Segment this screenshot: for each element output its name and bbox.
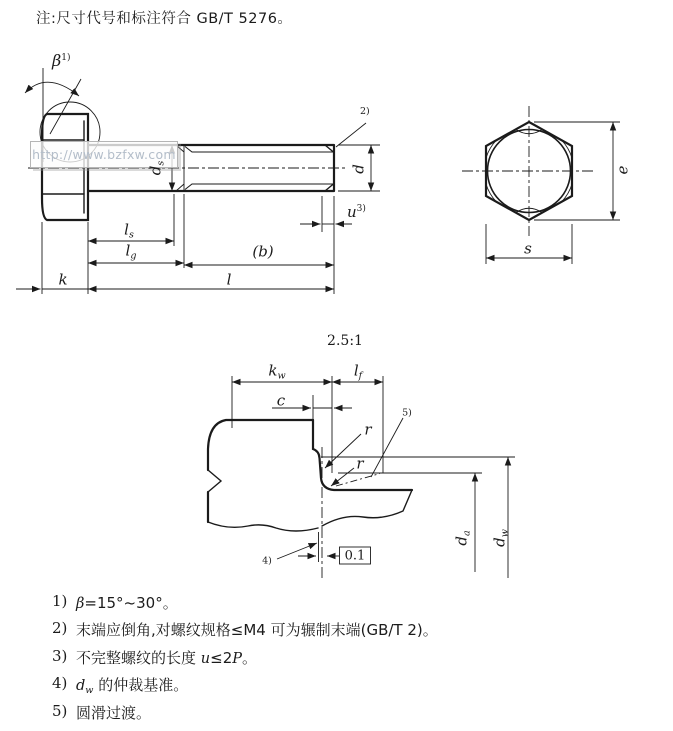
label-u [347,205,366,220]
label-beta-base: β [52,51,62,70]
label-beta-sup: 1) [61,53,71,63]
footnote-2-num: 2) [52,619,68,638]
label-b: (b) [252,242,274,261]
footnote-3-post: 。 [242,648,258,667]
footnotes [52,592,438,729]
main-view-lines [16,68,380,294]
footnote-3-pre: 不完整螺纹的长度 [76,648,201,667]
label-note4-ref: 4) [262,555,272,567]
footnote-2 [52,619,438,646]
label-da-sub: a [461,530,473,537]
footnote-1-post: =15°~30°。 [84,594,178,612]
label-ls-sub: s [128,229,134,241]
label-lg-base: l [125,241,131,260]
label-ls [124,222,134,240]
label-da [454,530,472,545]
label-dw-sub: w [499,529,511,538]
footnote-3-sym: u [200,650,211,667]
footnote-5-num: 5) [52,701,68,720]
label-e: e [613,165,632,175]
detail-scale-label: 2.5:1 [327,333,363,349]
label-beta [52,53,71,69]
label-r-2: r [356,454,364,473]
label-lg-sub: g [130,250,137,262]
label-r-1: r [364,420,372,439]
label-ds-sub: s [155,160,167,166]
label-dw [492,529,510,547]
top-note: 注:尺寸代号和标注符合 GB/T 5276。 [36,11,293,27]
footnote-1-num: 1) [52,592,68,610]
label-lf [354,363,362,381]
label-s: s [524,239,532,258]
footnote-4-sym-base: d [76,678,86,695]
label-kw [268,363,285,381]
footnote-4-sym-sub: w [85,685,94,697]
label-lf-base: l [353,361,359,380]
footnote-1 [52,592,438,619]
footnote-4-num: 4) [52,674,68,693]
label-c: c [276,391,286,410]
end-view-lines [462,106,620,264]
label-ls-base: l [124,220,129,239]
label-da-base: d [452,536,471,546]
footnote-3-mid: ≤2 [210,648,233,667]
label-k: k [58,270,68,289]
label-ds [148,161,166,176]
label-ds-base: d [146,165,165,176]
footnote-1-text [76,592,178,613]
watermark-url: http://www.bzfxw.com [32,147,176,162]
footnote-5 [52,702,438,729]
label-d: d [349,164,368,174]
label-dw-base: d [490,537,509,547]
footnote-1-sym: β [76,596,85,612]
label-note2-ref: 2) [360,106,370,117]
label-kw-sub: w [277,370,286,382]
footnote-3-num: 3) [52,646,68,665]
tolerance-value: 0.1 [344,548,366,564]
footnote-3-text [76,647,257,668]
footnote-4-sym [76,678,94,697]
label-u-sup: 3) [356,204,366,214]
label-u-base: u [347,203,357,221]
label-l: l [226,270,232,289]
footnote-4-post: 的仲裁基准。 [93,676,189,695]
footnote-5-text: 圆滑过渡。 [76,703,152,722]
label-lf-sub: f [358,370,363,382]
footnote-3-sym2: P [232,650,243,667]
footnote-4 [52,674,438,701]
label-note5-ref: 5) [402,407,412,419]
footnote-4-text [76,674,188,696]
footnote-2-text: 末端应倒角,对螺纹规格≤M4 可为辗制末端(GB/T 2)。 [76,621,438,640]
footnote-3 [52,647,438,674]
label-kw-base: k [268,361,278,380]
label-lg [126,243,137,261]
